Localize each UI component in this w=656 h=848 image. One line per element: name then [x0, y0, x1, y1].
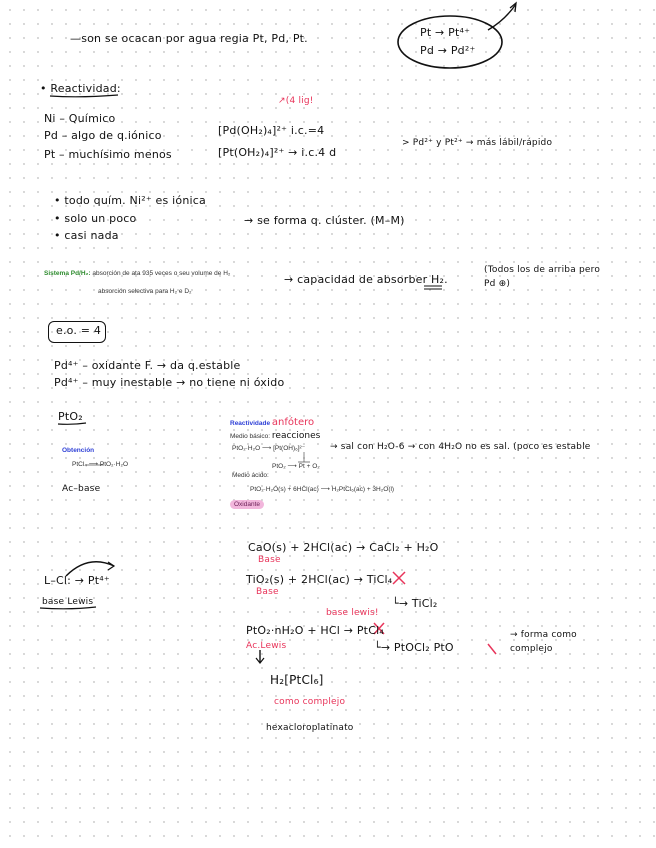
forma-complejo-note: → forma como complejo — [510, 630, 577, 654]
ticl2-branch: └→ TiCl₂ — [392, 597, 438, 610]
obtencion-label: Obtención — [62, 447, 95, 454]
eq-tio2: TiO₂(s) + 2HCl(ac) → TiCl₄ — [246, 573, 393, 586]
lability-note: > Pd²⁺ y Pt²⁺ → más lábil/rápido — [402, 138, 553, 148]
capacidad-note: → capacidad de absorber H₂. — [284, 273, 448, 286]
eo-text: e.o. = 4 — [56, 324, 102, 337]
pd-h2-line2: absorción selectiva para H₂ e D₂ — [98, 288, 192, 295]
medio-acido-label: Medio ácido: — [232, 472, 269, 479]
underline-h2 — [424, 286, 442, 289]
obtencion-eq: PtCl₄ ⟶ PtO₂·H₂O — [72, 461, 129, 468]
hexacloro-note: hexacloroplatinato — [266, 723, 354, 733]
pd-h2-line1 — [44, 270, 230, 277]
note-top-line: —son se ocacan por agua regia Pt, Pd, Pt. — [70, 32, 308, 45]
underline-base-lewis — [40, 607, 96, 609]
line-pt: Pt – muchísimo menos — [44, 148, 172, 161]
oxidante-pill: Oxidante — [230, 500, 264, 509]
underline-reactividad — [50, 95, 118, 97]
line-ni: Ni – Químico — [44, 112, 116, 125]
sal-note: → sal con H₂O-6 → con 4H₂O no es sal. (poco es estable — [330, 442, 591, 452]
ac-lewis-label: Ac.Lewis — [246, 641, 287, 651]
pd-complex: [Pd(OH₂)₄]²⁺ i.c.=4 — [218, 124, 325, 137]
lewis-left: L–Cl: → Pt⁴⁺ — [44, 574, 110, 587]
eq-pto2: PtO₂·nH₂O + HCl → PtCl₄ — [246, 624, 384, 637]
red-cross-3 — [488, 644, 496, 654]
oval-line-2: Pd → Pd²⁺ — [420, 44, 476, 57]
ptocl2-branch: └→ PtOCl₂ PtO — [374, 641, 454, 654]
pd-h2-text: absorción de ata 935 veces o seu volume de H₂ — [90, 270, 231, 277]
eq-cao: CaO(s) + 2HCl(ac) → CaCl₂ + H₂O — [248, 541, 439, 554]
oval-outline — [398, 16, 502, 68]
medio-acido-eq: PtO₂·H₂O(s) + 6HCl(ac) ⟶ H₂PtCl₆(ac) + 3H₂O(l) — [250, 486, 395, 493]
reactividade-label: Reactividade — [230, 420, 271, 427]
oval-line-1: Pt → Pt⁴⁺ — [420, 26, 471, 39]
medio-basico-eq1: PtO₂·H₂O ⟶ [Pt(OH)₆]²⁻ — [232, 445, 306, 452]
medio-basico-row — [230, 431, 320, 441]
cluster-note: → se forma q. clúster. (M–M) — [244, 214, 405, 227]
todos-note: (Todos los de arriba pero Pd ⊕) — [484, 265, 601, 289]
bullet-1: • todo quím. Ni²⁺ es iónica — [54, 194, 206, 207]
heading-reactividad: • Reactividad: — [40, 82, 121, 95]
anfotero-note: anfótero — [271, 417, 315, 428]
base-label-2: Base — [256, 587, 279, 597]
pd4-line-1: Pd⁴⁺ – oxidante F. → da q.estable — [54, 359, 241, 372]
acbase-note: Ac–base — [62, 484, 101, 494]
pt-complex: [Pt(OH₂)₄]²⁺ → i.c.4 d — [218, 146, 337, 159]
pd4-line-2: Pd⁴⁺ – muy inestable → no tiene ni óxido — [54, 376, 285, 389]
medio-basico-label: Medio básico: — [230, 433, 271, 440]
como-complejo-note: como complejo — [274, 697, 346, 707]
line-pd: Pd – algo de q.iónico — [44, 129, 162, 142]
reactividade-row — [230, 417, 314, 428]
bullet-3: • casi nada — [54, 229, 119, 242]
pto2-heading: PtO₂ — [58, 410, 83, 423]
underline-pto2 — [58, 423, 86, 424]
red-cross-1 — [393, 572, 405, 584]
pd-h2-title: Sistema Pd/H₂: — [44, 270, 91, 277]
h2ptcl6: H₂[PtCl₆] — [270, 673, 324, 687]
bullet-2: • solo un poco — [54, 212, 137, 225]
base-lewis-label: base Lewis — [42, 597, 94, 607]
medio-basico-eq2: PtO₂ ⟶ Pt + O₂ — [272, 463, 320, 470]
reacciones-note: reacciones — [271, 431, 321, 441]
base-lewis-red: base lewis! — [326, 608, 379, 618]
base-label-1: Base — [258, 555, 281, 565]
red-note-top: ↗(4 lig! — [278, 96, 314, 106]
